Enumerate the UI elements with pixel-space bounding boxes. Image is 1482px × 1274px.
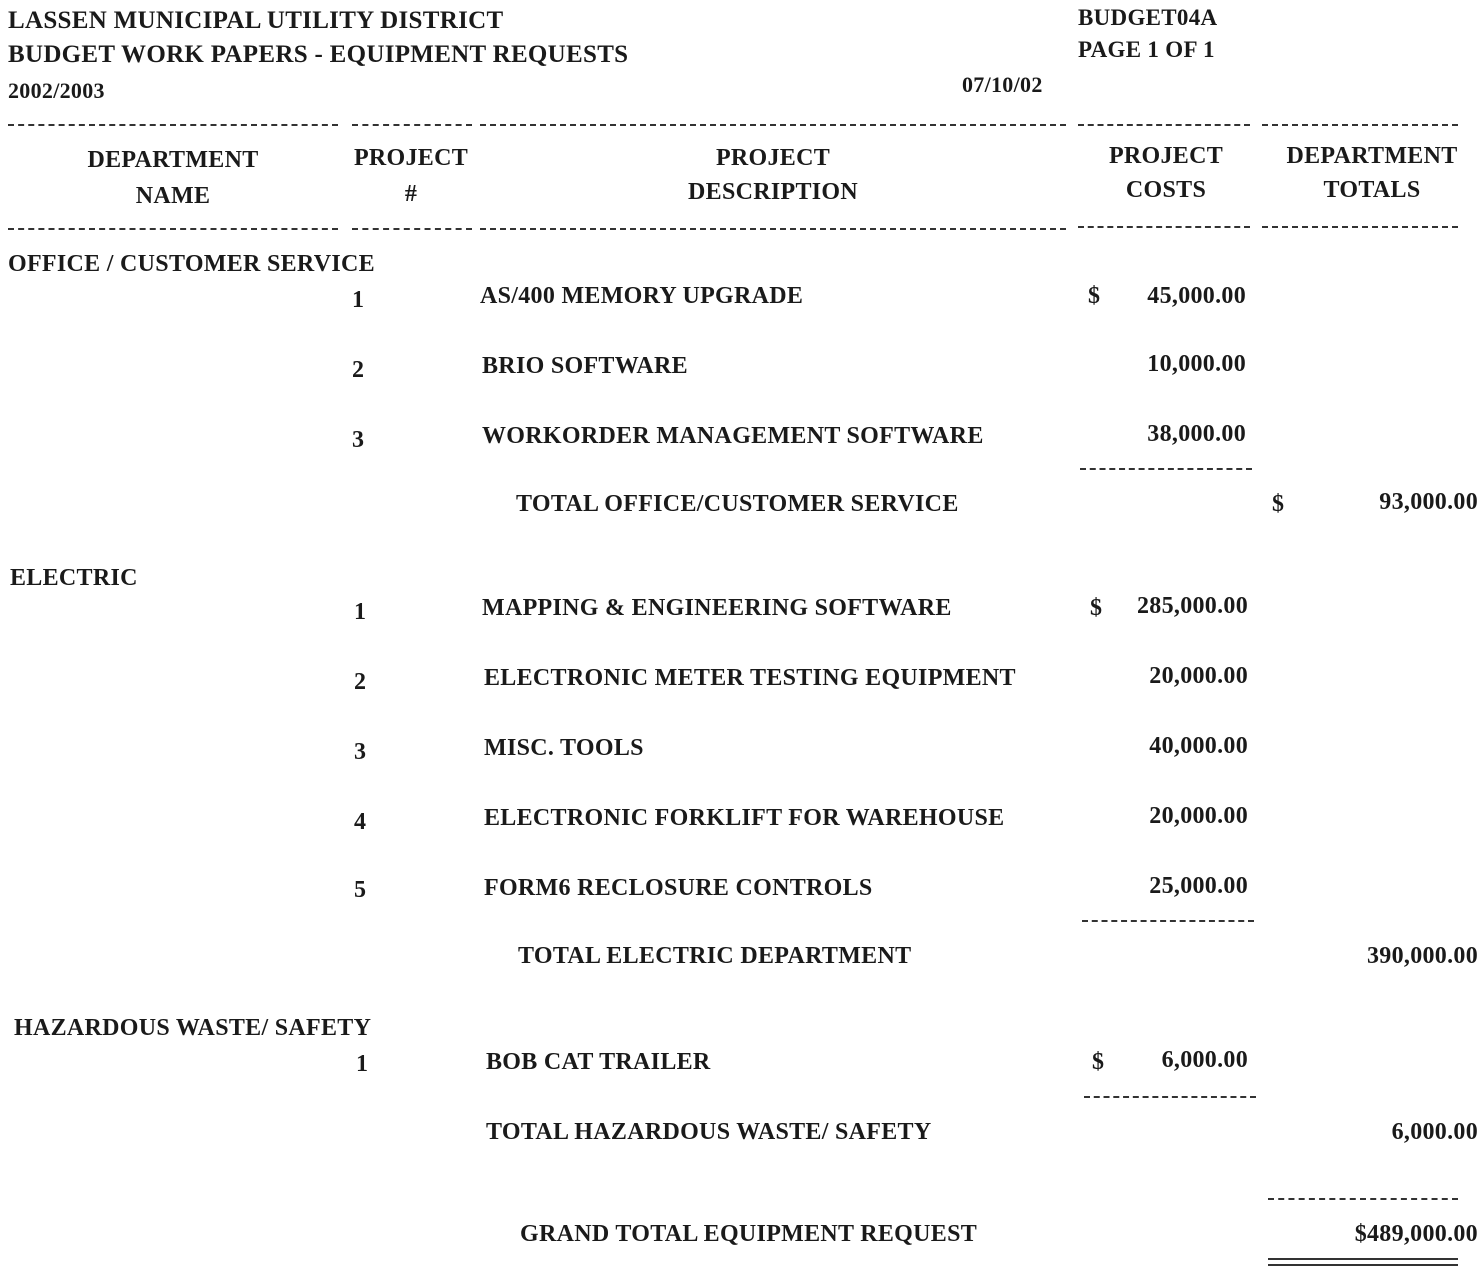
section-total-label: TOTAL HAZARDOUS WASTE/ SAFETY: [486, 1119, 932, 1145]
item-cost: 38,000.00: [1147, 421, 1246, 447]
item-cost: 285,000.00: [1137, 593, 1248, 619]
rule-head-desc: [480, 228, 1066, 230]
grand-total-label: GRAND TOTAL EQUIPMENT REQUEST: [520, 1221, 978, 1247]
double-rule-bottom: [1268, 1264, 1458, 1266]
item-cost: 45,000.00: [1147, 283, 1246, 309]
section-total-value: 6,000.00: [1391, 1119, 1478, 1145]
rule-subtotal-office: [1080, 468, 1252, 470]
item-cost: 25,000.00: [1149, 873, 1248, 899]
item-description: MISC. TOOLS: [484, 735, 644, 761]
rule-top-desc: [480, 124, 1066, 126]
item-number: 3: [352, 427, 365, 453]
rule-top-proj: [352, 124, 472, 126]
col-tot-line1: DEPARTMENT: [1286, 143, 1458, 169]
currency-sign: $: [1088, 283, 1101, 309]
report-title: BUDGET WORK PAPERS - EQUIPMENT REQUESTS: [8, 41, 629, 68]
item-number: 5: [354, 877, 367, 903]
item-cost: 20,000.00: [1149, 663, 1248, 689]
item-number: 1: [354, 599, 367, 625]
col-cost-line1: PROJECT: [1108, 143, 1224, 169]
section-name-electric: ELECTRIC: [10, 565, 138, 591]
currency-sign: $: [1092, 1049, 1105, 1075]
item-cost: 10,000.00: [1147, 351, 1246, 377]
rule-top-dept: [8, 124, 338, 126]
rule-head-cost: [1078, 226, 1250, 228]
item-number: 1: [352, 287, 365, 313]
rule-grand-total: [1268, 1198, 1458, 1200]
item-number: 2: [352, 357, 365, 383]
item-cost: 6,000.00: [1161, 1047, 1248, 1073]
section-name-hazardous: HAZARDOUS WASTE/ SAFETY: [14, 1015, 372, 1041]
rule-head-tot: [1262, 226, 1458, 228]
fiscal-year: 2002/2003: [8, 78, 105, 103]
item-description: FORM6 RECLOSURE CONTROLS: [484, 875, 873, 901]
section-total-value: 93,000.00: [1379, 489, 1478, 515]
item-number: 4: [354, 809, 367, 835]
section-name-office: OFFICE / CUSTOMER SERVICE: [8, 251, 375, 277]
grand-total-value: $489,000.00: [1354, 1221, 1478, 1247]
currency-sign: $: [1090, 595, 1103, 621]
col-tot-line2: TOTALS: [1323, 177, 1421, 203]
section-total-label: TOTAL OFFICE/CUSTOMER SERVICE: [516, 491, 959, 517]
item-number: 3: [354, 739, 367, 765]
org-name: LASSEN MUNICIPAL UTILITY DISTRICT: [8, 7, 504, 34]
col-desc-line1: PROJECT: [715, 145, 831, 171]
item-description: BOB CAT TRAILER: [486, 1049, 711, 1075]
item-description: ELECTRONIC FORKLIFT FOR WAREHOUSE: [484, 805, 1005, 831]
section-total-label: TOTAL ELECTRIC DEPARTMENT: [518, 943, 912, 969]
col-dept-line2: NAME: [135, 183, 211, 209]
section-total-value: 390,000.00: [1367, 943, 1478, 969]
rule-head-proj: [352, 228, 472, 230]
report-date: 07/10/02: [962, 72, 1043, 97]
item-number: 1: [356, 1051, 369, 1077]
item-number: 2: [354, 669, 367, 695]
rule-top-cost: [1078, 124, 1250, 126]
page-number: PAGE 1 OF 1: [1078, 37, 1215, 62]
report-id: BUDGET04A: [1078, 5, 1218, 30]
item-description: AS/400 MEMORY UPGRADE: [480, 283, 804, 309]
col-desc-line2: DESCRIPTION: [688, 179, 858, 205]
col-cost-line2: COSTS: [1125, 177, 1207, 203]
col-proj-line2: #: [404, 181, 418, 207]
item-description: ELECTRONIC METER TESTING EQUIPMENT: [484, 665, 1016, 691]
col-proj-line1: PROJECT: [353, 145, 469, 171]
item-cost: 20,000.00: [1149, 803, 1248, 829]
item-cost: 40,000.00: [1149, 733, 1248, 759]
item-description: WORKORDER MANAGEMENT SOFTWARE: [482, 423, 984, 449]
rule-subtotal-hazardous: [1084, 1096, 1256, 1098]
double-rule-top: [1268, 1258, 1458, 1260]
total-currency-sign: $: [1272, 491, 1285, 517]
rule-top-tot: [1262, 124, 1458, 126]
item-description: MAPPING & ENGINEERING SOFTWARE: [482, 595, 952, 621]
rule-subtotal-electric: [1082, 920, 1254, 922]
rule-head-dept: [8, 228, 338, 230]
col-dept-line1: DEPARTMENT: [87, 147, 259, 173]
item-description: BRIO SOFTWARE: [482, 353, 688, 379]
